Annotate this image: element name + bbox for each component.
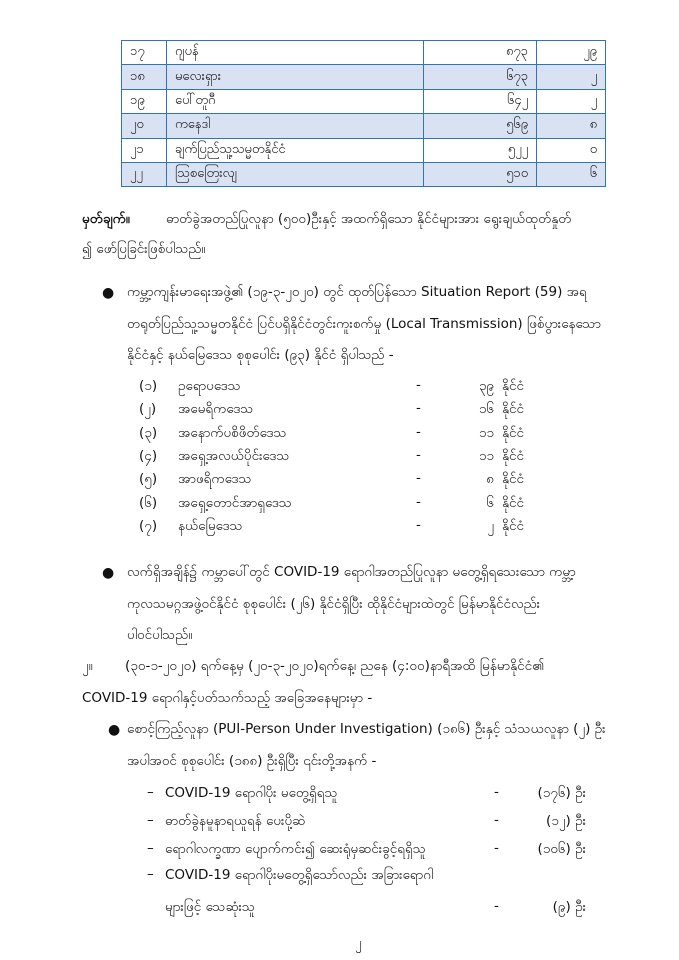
stat-dash: - — [494, 840, 499, 856]
death-count: ၈ — [537, 114, 606, 138]
region-dash: - — [416, 446, 421, 463]
case-count: ၅၂၂ — [424, 138, 537, 162]
stat-dash-marker: – — [147, 784, 154, 800]
section2-line-1: (၃၀-၁-၂၀၂၀) ရက်နေ့မှ (၂၀-၃-၂၀၂၀)ရက်နေ့၊ ညနေ (၄:၀၀)နာရီအထိ မြန်မာနိုင်ငံ၏ — [125, 658, 545, 674]
stat-label: ဓာတ်ခွဲနမူနာရယူရန် ပေးပို့ဆဲ — [165, 813, 306, 829]
stat-label: ရောဂါလက္ခဏာ ပျောက်ကင်း၍ ဆေးရုံမှဆင်းခွင့်ရရှိသူ — [165, 841, 426, 857]
region-count: ၁၆ — [478, 401, 494, 418]
region-number: (၅) — [139, 471, 158, 488]
note-label: မှတ်ချက်။ — [82, 211, 130, 227]
bullet-dot-icon: ● — [102, 565, 115, 581]
death-count: ၀ — [537, 138, 606, 162]
region-dash: - — [416, 377, 421, 393]
stat-dash-marker: – — [147, 812, 154, 828]
region-number: (၁) — [139, 378, 158, 394]
table-row — [122, 138, 606, 162]
note-line-2: ၍ ဖော်ပြခြင်းဖြစ်ပါသည်။ — [82, 241, 206, 257]
region-unit: နိုင်ငံ — [502, 424, 524, 441]
table-row — [122, 114, 606, 138]
region-unit: နိုင်ငံ — [502, 471, 524, 488]
section2-number: ၂။ — [82, 658, 93, 674]
bullet1-line-3: နိုင်ငံနှင့် နယ်မြေဒေသ စုစုပေါင်း (၉၃) နိုင်ငံ ရှိပါသည် - — [127, 347, 394, 363]
stat-dash: - — [494, 784, 499, 800]
stat-label: COVID-19 ရောဂါပိုး မတွေ့ရှိရသူ — [165, 785, 338, 801]
region-count: ၁၁ — [478, 447, 494, 464]
region-unit: နိုင်ငံ — [502, 378, 524, 394]
case-count: ၆၇၃ — [424, 65, 537, 89]
case-count: ၆၄၂ — [424, 89, 537, 113]
bullet3-line-1: စောင့်ကြည့်လူနာ (PUI-Person Under Investigation) (၁၈၆) ဦးနှင့် သံသယလူနာ (၂) ဦး — [127, 721, 606, 737]
row-number: ၂၂ — [122, 162, 167, 186]
stat4-value: (၉) ဦး — [552, 899, 586, 915]
region-number: (၇) — [139, 517, 158, 534]
bullet1-line-1: ကမ္ဘာ့ကျန်းမာရေးအဖွဲ့၏ (၁၉-၃-၂၀၂၀) တွင် ထုတ်ပြန်သော Situation Report (59) အရ — [127, 284, 587, 300]
region-name: နယ်မြေဒေသ — [178, 517, 243, 534]
bullet2-line-1: လက်ရှိအချိန်၌ ကမ္ဘာပေါ်တွင် COVID-19 ရောဂါအတည်ပြုလူနာ မတွေ့ရှိရသေးသော ကမ္ဘာ့ — [127, 564, 576, 580]
stat-value: (၁၂) ဦး — [546, 813, 586, 829]
country-name: ဂျပန် — [167, 41, 424, 65]
region-name: အမေရိကဒေသ — [178, 401, 254, 418]
table-row — [122, 65, 606, 89]
table-row — [122, 89, 606, 113]
region-name: အနောက်ပစိဖိတ်ဒေသ — [178, 424, 287, 441]
country-name: သြစတြေးလျ — [167, 162, 424, 186]
region-number: (၆) — [139, 494, 158, 511]
stat4-dash: - — [494, 898, 499, 914]
row-number: ၂၀ — [122, 114, 167, 138]
bullet-dot-icon: ● — [102, 285, 115, 301]
region-number: (၄) — [139, 447, 158, 464]
bullet2-line-2: ကုလသမဂ္ဂအဖွဲ့ဝင်နိုင်ငံ စုစုပေါင်း (၂၆) နိုင်ငံရှိပြီး ထိုနိုင်ငံများထဲတွင် မြန်မာနိုင်ငံလည်း — [127, 596, 541, 612]
death-count: ၂ — [537, 89, 606, 113]
death-count: ၆ — [537, 162, 606, 186]
region-dash: - — [416, 423, 421, 440]
country-name: ချက်ပြည်သူ့သမ္မတနိုင်ငံ — [167, 138, 424, 162]
row-number: ၁၈ — [122, 65, 167, 89]
row-number: ၁၇ — [122, 41, 167, 65]
region-unit: နိုင်ငံ — [502, 517, 524, 534]
death-count: ၂ — [537, 65, 606, 89]
stat-dash-marker: – — [147, 840, 154, 856]
country-name: ကနေဒါ — [167, 114, 424, 138]
region-dash: - — [416, 400, 421, 417]
bullet2-line-3: ပါဝင်ပါသည်။ — [127, 627, 193, 643]
row-number: ၁၉ — [122, 89, 167, 113]
bullet-dot-icon: ● — [108, 722, 121, 738]
table-row — [122, 41, 606, 65]
death-count: ၂၉ — [537, 41, 606, 65]
region-name: အာဖရိကဒေသ — [178, 471, 252, 488]
region-unit: နိုင်ငံ — [502, 401, 524, 418]
bullet3-line-2: အပါအဝင် စုစုပေါင်း (၁၈၈) ဦးရှိပြီး ၎င်းတို့အနက် - — [127, 753, 377, 769]
region-name: အရှေ့တောင်အာရှဒေသ — [178, 494, 292, 511]
note-line-1: ဓာတ်ခွဲအတည်ပြုလူနာ (၅၀၀)ဦးနှင့် အထက်ရှိသော နိုင်ငံများအား ရွေးချယ်ထုတ်နှုတ် — [166, 211, 572, 227]
region-number: (၂) — [139, 401, 157, 418]
case-count: ၈၇၃ — [424, 41, 537, 65]
region-count: ၆ — [486, 494, 494, 511]
stat-dash: - — [494, 812, 499, 828]
bullet1-line-2: တရုတ်ပြည်သူ့သမ္မတနိုင်ငံ ပြင်ပရှိနိုင်ငံတွင်းကူးစက်မှု (Local Transmission) ဖြစ်ပွားနေသော — [127, 316, 601, 332]
country-cases-table — [121, 40, 606, 187]
stat-value: (၁၇၆) ဦး — [537, 785, 586, 801]
page-number: ၂ — [355, 935, 362, 951]
case-count: ၅၆၉ — [424, 114, 537, 138]
region-dash: - — [416, 470, 421, 487]
section2-line-2: COVID-19 ရောဂါနှင့်ပတ်သက်သည့် အခြေအနေများမှာ - — [82, 690, 373, 706]
case-count: ၅၁၀ — [424, 162, 537, 186]
region-name: ဥရောပဒေသ — [178, 378, 241, 394]
region-name: အရှေ့အလယ်ပိုင်းဒေသ — [178, 447, 290, 464]
region-count: ၃၉ — [478, 378, 494, 394]
region-unit: နိုင်ငံ — [502, 494, 524, 511]
region-count: ၁၁ — [478, 424, 494, 441]
row-number: ၂၁ — [122, 138, 167, 162]
region-dash: - — [416, 516, 421, 533]
stat-dash-marker: – — [147, 866, 154, 882]
region-number: (၃) — [139, 424, 158, 441]
table-row — [122, 162, 606, 186]
region-dash: - — [416, 493, 421, 510]
region-unit: နိုင်ငံ — [502, 447, 524, 464]
region-count: ၂ — [487, 517, 494, 534]
region-count: ၈ — [486, 471, 494, 488]
stat4-label-line-1: COVID-19 ရောဂါပိုးမတွေ့ရှိသော်လည်း အခြားရောဂါ — [165, 867, 434, 883]
country-name: ပေါ်တူဂီ — [167, 89, 424, 113]
stat-value: (၁၀၆) ဦး — [537, 841, 586, 857]
stat4-label-line-2: များဖြင့် သေဆုံးသူ — [165, 899, 255, 915]
country-name: မလေးရှား — [167, 65, 424, 89]
